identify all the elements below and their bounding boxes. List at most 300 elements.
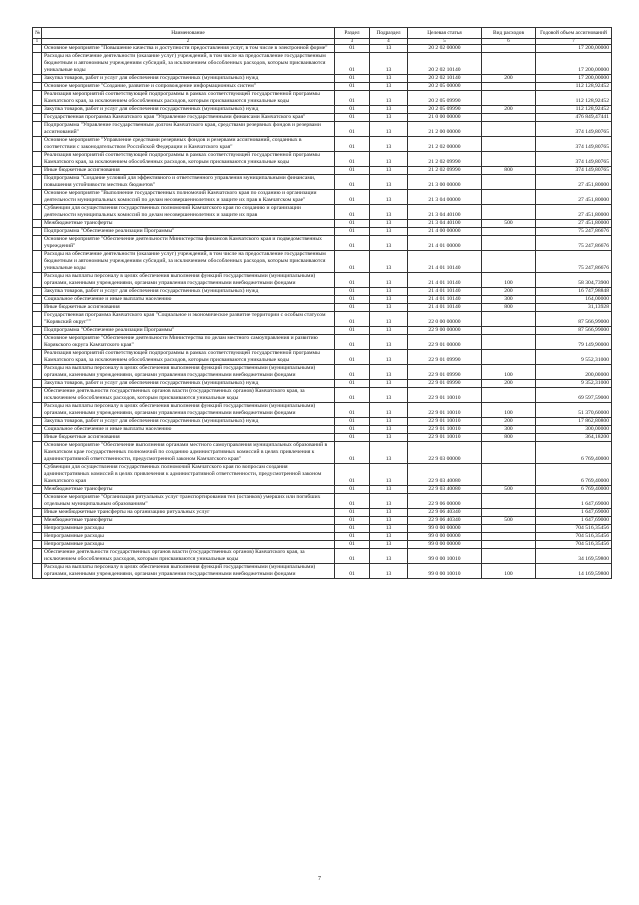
table-row: [33, 486, 612, 494]
table-row: [33, 220, 612, 228]
cell-podrazdel: 13: [370, 335, 408, 350]
cell-razdel: 01: [335, 205, 370, 220]
cell-podrazdel: 13: [370, 486, 408, 494]
cell-target-article: 20 2 05 09990: [408, 91, 482, 106]
cell-expense-type: 500: [482, 517, 536, 525]
cell-podrazdel: 13: [370, 541, 408, 549]
cell-razdel: 01: [335, 273, 370, 288]
cell-name: Закупка товаров, работ и услуг для обеспечения государственных (муниципальных) нужд: [42, 418, 335, 426]
cell-expense-type: [482, 228, 536, 236]
cell-amount: 16 747,98848: [536, 288, 612, 296]
cell-podrazdel: 13: [370, 251, 408, 273]
cell-expense-type: [482, 509, 536, 517]
cell-amount: 27 451,80000: [536, 190, 612, 205]
cell-amount: 112 128,92452: [536, 83, 612, 91]
table-row: [33, 273, 612, 288]
cell-name: Подпрограмма "Обеспечение реализации Программы": [42, 327, 335, 335]
cell-number: [33, 541, 42, 549]
table-row: [33, 304, 612, 312]
table-row: [33, 190, 612, 205]
cell-razdel: 01: [335, 106, 370, 114]
cell-amount: 75 247,86676: [536, 251, 612, 273]
cell-target-article: 21 3 04 40100: [408, 220, 482, 228]
cell-number: [33, 53, 42, 75]
cell-amount: 87 566,99000: [536, 312, 612, 327]
cell-number: [33, 418, 42, 426]
cell-number: [33, 486, 42, 494]
cell-podrazdel: 13: [370, 288, 408, 296]
page-number: 7: [318, 876, 321, 882]
cell-number: [33, 122, 42, 137]
cell-name: Межбюджетные трансферты: [42, 486, 335, 494]
cell-razdel: 01: [335, 434, 370, 442]
cell-expense-type: 500: [482, 220, 536, 228]
table-row: [33, 434, 612, 442]
cell-expense-type: [482, 335, 536, 350]
table-row: [33, 533, 612, 541]
cell-podrazdel: 13: [370, 388, 408, 403]
table-row: [33, 91, 612, 106]
cell-target-article: 22 9 01 09990: [408, 365, 482, 380]
cell-number: [33, 175, 42, 190]
cell-razdel: 01: [335, 91, 370, 106]
cell-razdel: 01: [335, 426, 370, 434]
cell-expense-type: 200: [482, 380, 536, 388]
cell-razdel: 01: [335, 220, 370, 228]
cell-number: [33, 45, 42, 53]
cell-name: Государственная программа Камчатского края "Социальное и экономическое развитие территории с особым статусом "Корякский округ"": [42, 312, 335, 327]
cell-target-article: 21 2 02 09990: [408, 167, 482, 175]
cell-podrazdel: 13: [370, 220, 408, 228]
cell-razdel: 01: [335, 564, 370, 579]
table-row: [33, 152, 612, 167]
cell-expense-type: [482, 122, 536, 137]
cell-expense-type: [482, 83, 536, 91]
cell-target-article: 22 9 01 09990: [408, 350, 482, 365]
cell-name: Основное мероприятие "Обеспечение деятельности Министерства финансов Камчатского края и подведомственных учреждений": [42, 236, 335, 251]
cell-target-article: 99 0 00 10010: [408, 549, 482, 564]
cell-razdel: 01: [335, 304, 370, 312]
cell-podrazdel: 13: [370, 75, 408, 83]
cell-name: Основное мероприятие "Организация ритуальных услуг транспортирования тел (останков) умерших или погибших отдельным муниципальным образованиям": [42, 494, 335, 509]
cell-number: [33, 388, 42, 403]
cell-razdel: 01: [335, 190, 370, 205]
cell-amount: 112 128,92452: [536, 91, 612, 106]
budget-table-page: [32, 27, 611, 579]
cell-name: Субвенции для осуществления государственных полномочий Камчатского края по созданию и организации деятельности муниципальных комиссий по делам несовершеннолетних и защите их прав: [42, 205, 335, 220]
cell-expense-type: [482, 205, 536, 220]
cell-amount: 1 647,69000: [536, 517, 612, 525]
table-row: [33, 228, 612, 236]
table-row: [33, 288, 612, 296]
cell-podrazdel: 13: [370, 517, 408, 525]
cell-name: Социальное обеспечение и иные выплаты населению: [42, 296, 335, 304]
cell-name: Государственная программа Камчатского края "Управление государственными финансами Камчатского края": [42, 114, 335, 122]
cell-razdel: 01: [335, 388, 370, 403]
cell-expense-type: 200: [482, 106, 536, 114]
cell-expense-type: [482, 350, 536, 365]
cell-name: Межбюджетные трансферты: [42, 220, 335, 228]
cell-amount: 69 597,59000: [536, 388, 612, 403]
cell-amount: 476 849,47441: [536, 114, 612, 122]
cell-name: Закупка товаров, работ и услуг для обеспечения государственных (муниципальных) нужд: [42, 288, 335, 296]
cell-name: Подпрограмма "Управление государственным долгом Камчатского края, средствами резервных фондов и резервами ассигнований": [42, 122, 335, 137]
cell-amount: 200,00000: [536, 365, 612, 380]
cell-target-article: 21 4 01 00000: [408, 236, 482, 251]
table-row: [33, 464, 612, 486]
cell-razdel: 01: [335, 335, 370, 350]
cell-target-article: 22 9 00 00000: [408, 327, 482, 335]
cell-name: Закупка товаров, работ и услуг для обеспечения государственных (муниципальных) нужд: [42, 75, 335, 83]
cell-number: [33, 533, 42, 541]
cell-razdel: 01: [335, 45, 370, 53]
cell-number: [33, 464, 42, 486]
cell-number: [33, 442, 42, 464]
cell-razdel: 01: [335, 75, 370, 83]
table-row: [33, 296, 612, 304]
cell-number: [33, 273, 42, 288]
header-name: Наименование: [42, 28, 335, 39]
cell-target-article: 22 9 01 10010: [408, 426, 482, 434]
cell-name: Основное мероприятие "Выполнение государственных полномочий Камчатского края по созданию и организации деятельности муниципальных комиссий по делам несовершеннолетних и защите их прав в Камчатском крае": [42, 190, 335, 205]
cell-amount: 27 451,80000: [536, 220, 612, 228]
cell-name: Расходы на выплаты персоналу в целях обеспечения выполнения функций государственными (муниципальными) органами, казенными учреждениями, органами управления государственными внебюджетными фондами: [42, 273, 335, 288]
cell-target-article: 21 4 01 10140: [408, 296, 482, 304]
cell-podrazdel: 13: [370, 114, 408, 122]
cell-amount: 87 566,99000: [536, 327, 612, 335]
cell-target-article: 21 4 01 10140: [408, 288, 482, 296]
table-row: [33, 75, 612, 83]
cell-name: Закупка товаров, работ и услуг для обеспечения государственных (муниципальных) нужд: [42, 380, 335, 388]
cell-name: Иные бюджетные ассигнования: [42, 304, 335, 312]
cell-number: [33, 91, 42, 106]
table-row: [33, 106, 612, 114]
cell-podrazdel: 13: [370, 533, 408, 541]
cell-amount: 704 516,35456: [536, 533, 612, 541]
cell-amount: 75 247,86676: [536, 228, 612, 236]
table-row: [33, 205, 612, 220]
cell-podrazdel: 13: [370, 380, 408, 388]
table-row: [33, 350, 612, 365]
cell-podrazdel: 13: [370, 418, 408, 426]
cell-target-article: 99 0 00 10010: [408, 564, 482, 579]
column-index: 2: [42, 39, 335, 45]
cell-target-article: 22 9 01 10010: [408, 434, 482, 442]
cell-amount: 9 552,31000: [536, 350, 612, 365]
cell-name: Расходы на выплаты персоналу в целях обеспечения выполнения функций государственными (муниципальными) органами, казенными учреждениями, органами управления государственными внебюджетными фондами: [42, 564, 335, 579]
cell-name: Основное мероприятие "Повышение качества и доступности предоставления услуг, в том числе в электронной форме": [42, 45, 335, 53]
cell-target-article: 21 4 01 10140: [408, 273, 482, 288]
cell-name: Подпрограмма "Создание условий для эффективного и ответственного управления муниципальными финансами, повышения устойчивости местных бюджетов": [42, 175, 335, 190]
cell-amount: 112 128,92452: [536, 106, 612, 114]
cell-target-article: 22 9 01 10010: [408, 388, 482, 403]
cell-number: [33, 114, 42, 122]
header-number: №: [33, 28, 42, 39]
cell-razdel: 01: [335, 350, 370, 365]
table-row: [33, 45, 612, 53]
cell-razdel: 01: [335, 442, 370, 464]
cell-expense-type: 300: [482, 296, 536, 304]
cell-podrazdel: 13: [370, 122, 408, 137]
cell-podrazdel: 13: [370, 312, 408, 327]
cell-number: [33, 365, 42, 380]
cell-target-article: 22 9 03 00000: [408, 442, 482, 464]
cell-target-article: 21 2 02 09990: [408, 152, 482, 167]
cell-podrazdel: 13: [370, 167, 408, 175]
cell-target-article: 20 2 05 00000: [408, 83, 482, 91]
cell-razdel: 01: [335, 549, 370, 564]
cell-podrazdel: 13: [370, 91, 408, 106]
cell-name: Непрограммные расходы: [42, 541, 335, 549]
cell-number: [33, 426, 42, 434]
cell-razdel: 01: [335, 312, 370, 327]
cell-podrazdel: 13: [370, 137, 408, 152]
cell-name: Иные бюджетные ассигнования: [42, 434, 335, 442]
cell-amount: 364,18200: [536, 434, 612, 442]
cell-number: [33, 494, 42, 509]
cell-expense-type: 800: [482, 167, 536, 175]
table-row: [33, 327, 612, 335]
cell-amount: 9 352,31000: [536, 380, 612, 388]
table-row: [33, 312, 612, 327]
cell-expense-type: 200: [482, 75, 536, 83]
cell-amount: 164,00000: [536, 296, 612, 304]
cell-name: Иные бюджетные ассигнования: [42, 167, 335, 175]
cell-podrazdel: 13: [370, 228, 408, 236]
table-row: [33, 251, 612, 273]
cell-amount: 17 200,00000: [536, 53, 612, 75]
table-row: [33, 564, 612, 579]
cell-razdel: 01: [335, 137, 370, 152]
cell-podrazdel: 13: [370, 45, 408, 53]
cell-razdel: 01: [335, 122, 370, 137]
cell-razdel: 01: [335, 53, 370, 75]
table-row: [33, 167, 612, 175]
cell-razdel: 01: [335, 152, 370, 167]
cell-target-article: 21 3 04 40100: [408, 205, 482, 220]
cell-name: Расходы на обеспечение деятельности (оказание услуг) учреждений, в том числе на предоставление государственным бюджетным и автономным учреждениям субсидий, за исключением обособленных расходов, которым присваиваются уникальные коды: [42, 53, 335, 75]
cell-podrazdel: 13: [370, 549, 408, 564]
cell-expense-type: [482, 190, 536, 205]
cell-number: [33, 549, 42, 564]
cell-razdel: 01: [335, 167, 370, 175]
cell-razdel: 01: [335, 525, 370, 533]
cell-name: Расходы на выплаты персоналу в целях обеспечения выполнения функций государственными (муниципальными) органами, казенными учреждениями, органами управления государственными внебюджетными фондами: [42, 403, 335, 418]
cell-amount: 374 149,80765: [536, 167, 612, 175]
cell-expense-type: 200: [482, 288, 536, 296]
cell-amount: 374 149,80765: [536, 152, 612, 167]
table-row: [33, 418, 612, 426]
cell-number: [33, 228, 42, 236]
cell-amount: 704 516,35456: [536, 541, 612, 549]
cell-target-article: 21 4 01 10140: [408, 251, 482, 273]
cell-amount: 75 247,86676: [536, 236, 612, 251]
table-row: [33, 517, 612, 525]
cell-amount: 51 370,60000: [536, 403, 612, 418]
cell-number: [33, 564, 42, 579]
cell-expense-type: [482, 236, 536, 251]
cell-name: Обеспечение деятельности государственных органов власти (государственных органов) Камчатского края, за исключением обособленных расходов, которым присваиваются уникальные коды: [42, 549, 335, 564]
cell-number: [33, 380, 42, 388]
cell-target-article: 20 2 02 10140: [408, 75, 482, 83]
cell-number: [33, 236, 42, 251]
cell-target-article: 22 9 03 40080: [408, 464, 482, 486]
cell-expense-type: [482, 251, 536, 273]
cell-number: [33, 75, 42, 83]
cell-number: [33, 137, 42, 152]
column-index: 1: [33, 39, 42, 45]
table-row: [33, 426, 612, 434]
cell-podrazdel: 13: [370, 106, 408, 114]
cell-amount: 704 516,35456: [536, 525, 612, 533]
cell-target-article: 22 0 00 00000: [408, 312, 482, 327]
budget-table: [32, 27, 612, 579]
cell-amount: 79 149,90000: [536, 335, 612, 350]
cell-podrazdel: 13: [370, 190, 408, 205]
header-razdel: Раздел: [335, 28, 370, 39]
cell-podrazdel: 13: [370, 350, 408, 365]
cell-number: [33, 327, 42, 335]
cell-podrazdel: 13: [370, 273, 408, 288]
cell-target-article: 21 0 00 00000: [408, 114, 482, 122]
cell-expense-type: [482, 525, 536, 533]
cell-number: [33, 152, 42, 167]
cell-number: [33, 517, 42, 525]
column-index: 5: [408, 39, 482, 45]
cell-razdel: 01: [335, 288, 370, 296]
cell-number: [33, 403, 42, 418]
cell-amount: 1 647,69000: [536, 509, 612, 517]
cell-amount: 17 200,00000: [536, 75, 612, 83]
cell-target-article: 22 9 01 10010: [408, 403, 482, 418]
cell-podrazdel: 13: [370, 564, 408, 579]
cell-razdel: 01: [335, 533, 370, 541]
table-row: [33, 525, 612, 533]
cell-amount: 14 169,59800: [536, 564, 612, 579]
cell-podrazdel: 13: [370, 525, 408, 533]
cell-amount: 34 169,59800: [536, 549, 612, 564]
cell-number: [33, 251, 42, 273]
cell-expense-type: [482, 114, 536, 122]
cell-expense-type: [482, 312, 536, 327]
cell-expense-type: [482, 494, 536, 509]
cell-name: Иные межбюджетные трансферты на организацию ритуальных услуг: [42, 509, 335, 517]
cell-razdel: 01: [335, 365, 370, 380]
cell-number: [33, 190, 42, 205]
header-target-article: Целевая статья: [408, 28, 482, 39]
column-index: 3: [335, 39, 370, 45]
cell-name: Социальное обеспечение и иные выплаты населению: [42, 426, 335, 434]
cell-razdel: 01: [335, 296, 370, 304]
cell-razdel: 01: [335, 228, 370, 236]
cell-podrazdel: 13: [370, 296, 408, 304]
cell-target-article: 21 4 00 00000: [408, 228, 482, 236]
cell-razdel: 01: [335, 236, 370, 251]
column-index: 6: [482, 39, 536, 45]
cell-expense-type: [482, 541, 536, 549]
cell-number: [33, 509, 42, 517]
table-row: [33, 365, 612, 380]
cell-podrazdel: 13: [370, 434, 408, 442]
cell-amount: 6 769,40000: [536, 464, 612, 486]
cell-amount: 374 149,80765: [536, 122, 612, 137]
cell-razdel: 01: [335, 403, 370, 418]
table-row: [33, 175, 612, 190]
cell-number: [33, 167, 42, 175]
cell-number: [33, 335, 42, 350]
header-podrazdel: Подраздел: [370, 28, 408, 39]
cell-podrazdel: 13: [370, 83, 408, 91]
cell-razdel: 01: [335, 464, 370, 486]
cell-amount: 58 304,73900: [536, 273, 612, 288]
table-row: [33, 137, 612, 152]
cell-number: [33, 304, 42, 312]
cell-name: Межбюджетные трансферты: [42, 517, 335, 525]
cell-expense-type: [482, 45, 536, 53]
cell-razdel: 01: [335, 486, 370, 494]
cell-razdel: 01: [335, 327, 370, 335]
table-row: [33, 114, 612, 122]
cell-razdel: 01: [335, 175, 370, 190]
cell-razdel: 01: [335, 509, 370, 517]
cell-expense-type: [482, 327, 536, 335]
table-row: [33, 236, 612, 251]
cell-name: Основное мероприятие "Управление средствами резервных фондов и резервами ассигнований, созданных в соответствии с законодательством Российской Федерации и Камчатского края": [42, 137, 335, 152]
cell-amount: 374 149,80765: [536, 137, 612, 152]
cell-target-article: 20 2 05 09990: [408, 106, 482, 114]
cell-name: Непрограммные расходы: [42, 533, 335, 541]
cell-name: Реализация мероприятий соответствующей подпрограммы в рамках соответствующей государственной программы Камчатского края, за исключением обособленных расходов, которым присваиваются уникальные коды: [42, 350, 335, 365]
cell-target-article: 21 2 02 00000: [408, 137, 482, 152]
cell-number: [33, 312, 42, 327]
cell-target-article: 21 3 00 00000: [408, 175, 482, 190]
table-row: [33, 541, 612, 549]
cell-razdel: 01: [335, 517, 370, 525]
cell-razdel: 01: [335, 380, 370, 388]
cell-podrazdel: 13: [370, 53, 408, 75]
cell-amount: 1 647,69000: [536, 494, 612, 509]
cell-expense-type: [482, 442, 536, 464]
cell-target-article: 22 9 01 00000: [408, 335, 482, 350]
cell-target-article: 20 2 02 00000: [408, 45, 482, 53]
cell-expense-type: 100: [482, 564, 536, 579]
column-index: 4: [370, 39, 408, 45]
table-row: [33, 122, 612, 137]
cell-name: Основное мероприятие "Создание, развитие и сопровождение информационных систем": [42, 83, 335, 91]
cell-number: [33, 296, 42, 304]
cell-podrazdel: 13: [370, 403, 408, 418]
cell-expense-type: 200: [482, 418, 536, 426]
cell-number: [33, 288, 42, 296]
table-row: [33, 83, 612, 91]
header-expense-type: Вид расходов: [482, 28, 536, 39]
table-header-row: [33, 28, 612, 39]
cell-podrazdel: 13: [370, 509, 408, 517]
cell-podrazdel: 13: [370, 236, 408, 251]
cell-amount: 27 451,80000: [536, 175, 612, 190]
cell-podrazdel: 13: [370, 304, 408, 312]
table-row: [33, 53, 612, 75]
table-row: [33, 403, 612, 418]
cell-target-article: 22 9 06 00000: [408, 494, 482, 509]
cell-podrazdel: 13: [370, 464, 408, 486]
cell-podrazdel: 13: [370, 365, 408, 380]
cell-podrazdel: 13: [370, 175, 408, 190]
cell-name: Реализация мероприятий соответствующей подпрограммы в рамках соответствующей государственной программы Камчатского края, за исключением обособленных расходов, которым присваиваются уникальные коды: [42, 152, 335, 167]
cell-name: Подпрограмма "Обеспечение реализации Программы": [42, 228, 335, 236]
cell-razdel: 01: [335, 251, 370, 273]
cell-expense-type: [482, 388, 536, 403]
